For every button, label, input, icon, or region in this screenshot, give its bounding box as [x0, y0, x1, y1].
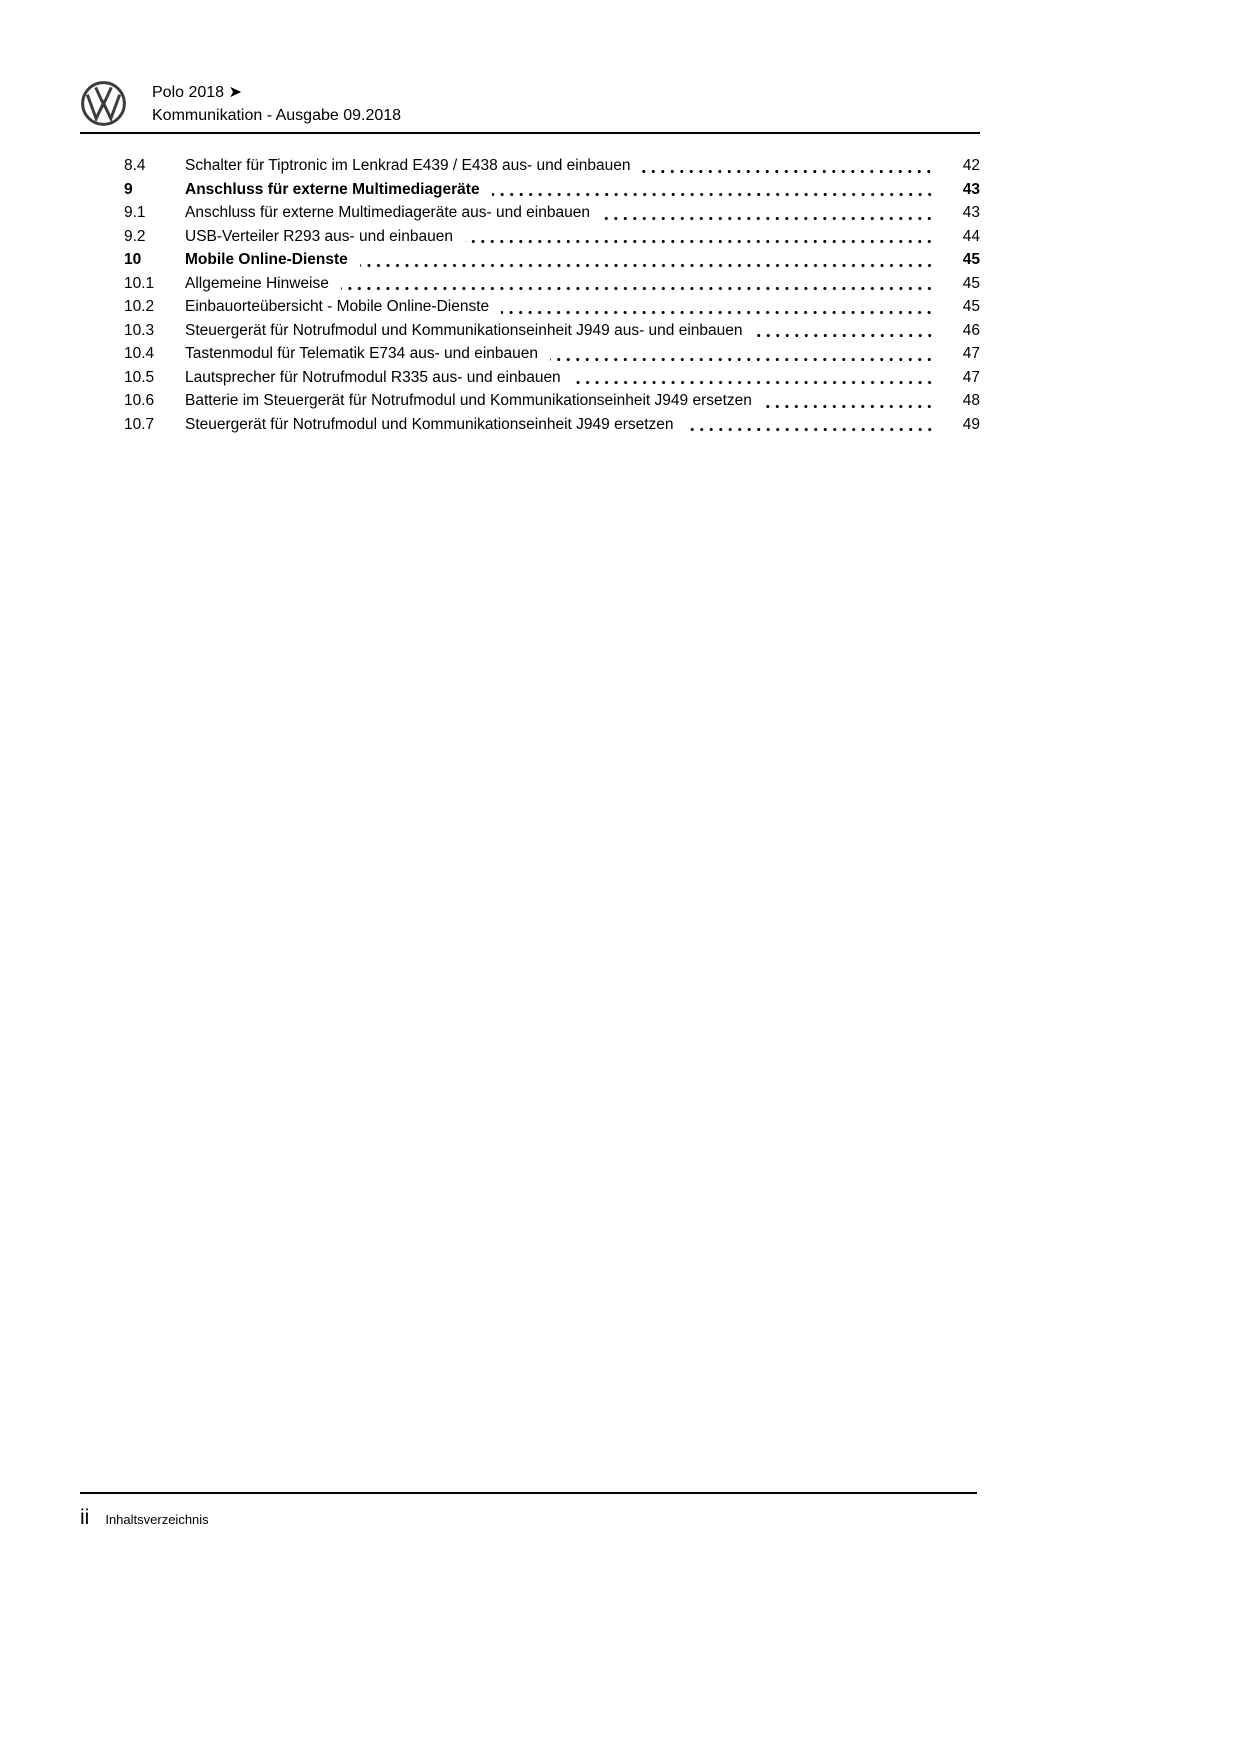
- toc-entry: [124, 178, 980, 202]
- toc-entry-title: Batterie im Steuergerät für Notrufmodul und Kommunikationseinheit J949 ersetzen: [185, 392, 752, 409]
- toc-entry: [124, 389, 980, 413]
- toc-leader-dots: [360, 263, 934, 268]
- toc-leader-dots: [341, 286, 934, 291]
- toc-entry-title: Steuergerät für Notrufmodul und Kommunikationseinheit J949 ersetzen: [185, 415, 674, 433]
- toc-entry-page: 42: [962, 157, 980, 174]
- toc-entry-page: 44: [962, 227, 980, 245]
- toc-entry-title: Tastenmodul für Telematik E734 aus- und einbauen: [185, 345, 538, 362]
- toc-entry: [124, 225, 980, 249]
- footer-page-number: ii: [80, 1506, 90, 1529]
- toc-entry-title: Anschluss für externe Multimediageräte aus- und einbauen: [185, 204, 590, 221]
- toc-entry-title: Lautsprecher für Notrufmodul R335 aus- und einbauen: [185, 368, 561, 386]
- footer-divider: [80, 1492, 977, 1494]
- toc-entry-number: 9: [124, 180, 133, 198]
- toc-entry-title: Steuergerät für Notrufmodul und Kommunikationseinheit J949 aus- und einbauen: [185, 321, 743, 339]
- toc-leader-dots: [492, 192, 934, 197]
- toc-entry: [124, 342, 980, 366]
- toc-entry-title: Mobile Online-Dienste: [185, 251, 348, 268]
- toc-entry-page: 45: [962, 274, 980, 292]
- toc-entry-number: 10.1: [124, 274, 155, 292]
- toc-entry: [124, 154, 980, 178]
- toc-entry-page: 47: [962, 368, 980, 386]
- toc-entry-number: 8.4: [124, 157, 146, 174]
- toc-entry: [124, 319, 980, 343]
- toc-entry-number: 10.5: [124, 368, 155, 386]
- toc-entry-number: 9.2: [124, 227, 146, 245]
- vw-logo-icon: [80, 80, 127, 127]
- toc-entry-page: 49: [962, 415, 980, 433]
- page-header: [80, 78, 980, 134]
- toc-entry-number: 10.4: [124, 345, 155, 362]
- toc-entry-number: 9.1: [124, 204, 146, 221]
- header-model-title: Polo 2018 ➤: [152, 84, 242, 101]
- toc-leader-dots: [573, 380, 934, 385]
- toc-entry-title: Allgemeine Hinweise: [185, 274, 329, 292]
- toc-entry: [124, 366, 980, 390]
- toc-entry-number: 10.7: [124, 415, 155, 433]
- toc-entry-number: 10.6: [124, 392, 155, 409]
- header-divider: [80, 132, 980, 134]
- toc-entry-page: 43: [962, 180, 980, 198]
- page-footer: [80, 1492, 977, 1530]
- toc-entry-page: 45: [962, 298, 980, 315]
- toc-entry: [124, 295, 980, 319]
- toc-entry-title: Anschluss für externe Multimediageräte: [185, 180, 480, 198]
- toc-entry-number: 10.3: [124, 321, 155, 339]
- toc-leader-dots: [501, 310, 934, 315]
- toc-entry-page: 48: [962, 392, 980, 409]
- header-subtitle: Kommunikation - Ausgabe 09.2018: [152, 107, 402, 124]
- toc-entry-number: 10.2: [124, 298, 155, 315]
- toc-entry: [124, 201, 980, 225]
- toc-leader-dots: [602, 216, 934, 221]
- toc-leader-dots: [686, 427, 934, 432]
- toc-entry: [124, 272, 980, 296]
- toc-leader-dots: [755, 333, 935, 338]
- toc-leader-dots: [764, 404, 934, 409]
- toc-entry-title: Einbauorteübersicht - Mobile Online-Dienste: [185, 298, 490, 315]
- toc-entry-page: 45: [962, 251, 980, 268]
- toc-entry-title: Schalter für Tiptronic im Lenkrad E439 / E438 aus- und einbauen: [185, 157, 631, 174]
- toc-entry-page: 43: [962, 204, 980, 221]
- toc-leader-dots: [465, 239, 934, 244]
- footer-section-label: Inhaltsverzeichnis: [105, 1512, 209, 1527]
- toc-entry-page: 46: [962, 321, 980, 339]
- toc-entry: [124, 248, 980, 272]
- toc-entry: [124, 413, 980, 437]
- toc-leader-dots: [550, 357, 934, 362]
- toc-entry-page: 47: [962, 345, 980, 362]
- toc-list: [124, 154, 980, 436]
- toc-leader-dots: [642, 169, 934, 174]
- toc-entry-title: USB-Verteiler R293 aus- und einbauen: [185, 227, 453, 245]
- toc-entry-number: 10: [124, 251, 142, 268]
